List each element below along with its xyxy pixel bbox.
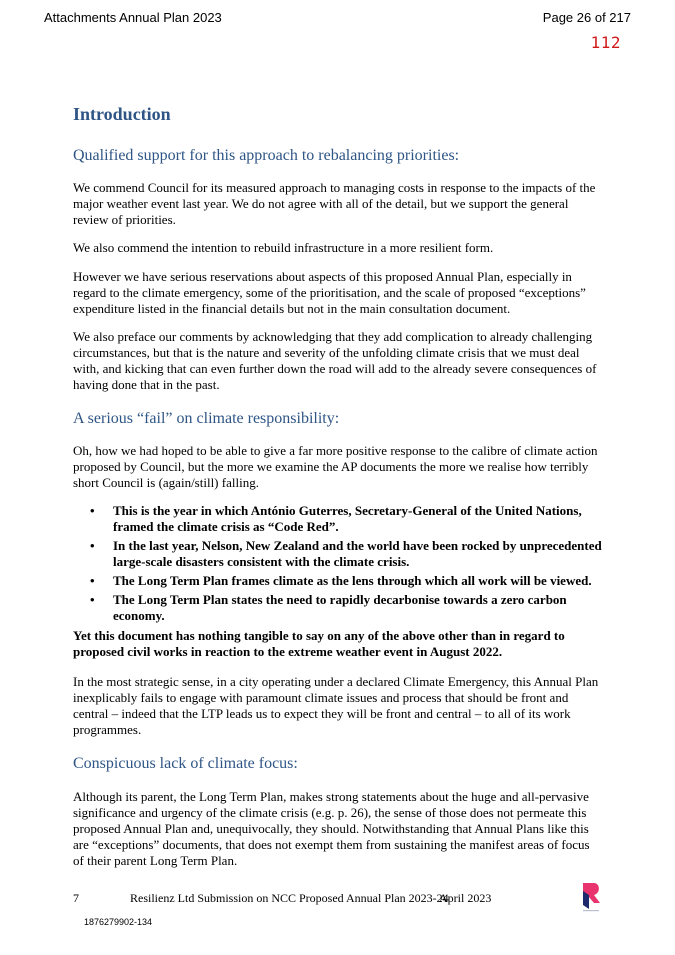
bullet-icon: •: [90, 538, 95, 553]
bullet-icon: •: [90, 592, 95, 607]
section-heading-climate-fail: A serious “fail” on climate responsibility:: [73, 410, 340, 427]
section-heading-lack-of-focus: Conspicuous lack of climate focus:: [73, 755, 298, 772]
bold-statement: Yet this document has nothing tangible to say on any of the above other than in regard to proposed civil works in reaction to the extreme weather event in August 2022.: [73, 628, 565, 659]
paragraph: We also preface our comments by acknowledging that they add complication to already challenging circumstances, but that is the nature and severity of the unfolding climate crisis that we must deal with, and kicking that can even further down the road will add to the already severe consequences of having done that in the past.: [73, 329, 597, 392]
document-id: 1876279902-134: [84, 917, 153, 927]
paragraph: In the most strategic sense, in a city operating under a declared Climate Emergency, this Annual Plan inexplicably fails to engage with paramount climate issues and process that should be front and central – indeed that the LTP leads us to expect they will be front and central – to all of its work programmes.: [73, 674, 599, 737]
list-item-text: The Long Term Plan states the need to rapidly decarbonise towards a zero carbon economy.: [113, 592, 567, 623]
section-heading-qualified-support: Qualified support for this approach to rebalancing priorities:: [73, 147, 460, 164]
paragraph: We commend Council for its measured approach to managing costs in response to the impacts of the major weather event last year. We do not agree with all of the detail, but we support the general review of priorities.: [73, 180, 596, 227]
list-item-text: The Long Term Plan frames climate as the lens through which all work will be viewed.: [113, 573, 592, 588]
list-item: [73, 503, 603, 535]
list-item: [73, 538, 603, 570]
header-page-indicator: Page 26 of 217: [542, 10, 631, 25]
footer-page-number: 7: [73, 891, 79, 905]
resilienz-logo-icon: [580, 881, 602, 913]
paragraph: Oh, how we had hoped to be able to give a far more positive response to the calibre of climate action proposed by Council, but the more we examine the AP documents the more we realise how terribly short Council is (again/still) falling.: [73, 443, 598, 490]
page-title: Introduction: [73, 104, 171, 124]
header-document-title: Attachments Annual Plan 2023: [44, 10, 222, 25]
paragraph: Although its parent, the Long Term Plan, makes strong statements about the huge and all-pervasive significance and urgency of the climate crisis (e.g. p. 26), the sense of those does not permeate this proposed Annual Plan and, unequivocally, they should. Notwithstanding that Annual Plans like this are “exceptions” documents, that does not exempt them from sustaining the manifest areas of focus of their parent Long Term Plan.: [73, 789, 590, 868]
bullet-icon: •: [90, 503, 95, 518]
paragraph: However we have serious reservations about aspects of this proposed Annual Plan, especially in regard to the climate emergency, some of the prioritisation, and the scale of proposed “exceptions” expenditure listed in the financial details but not in the main consultation document.: [73, 269, 586, 316]
list-item: [73, 573, 603, 589]
paragraph: We also commend the intention to rebuild infrastructure in a more resilient form.: [73, 240, 494, 255]
list-item-text: This is the year in which António Guterres, Secretary-General of the United Nations, framed the climate crisis as “Code Red”.: [113, 503, 582, 534]
list-item: [73, 592, 603, 624]
footer-text: Resilienz Ltd Submission on NCC Proposed Annual Plan 2023-24: [130, 891, 449, 905]
list-item-text: In the last year, Nelson, New Zealand and the world have been rocked by unprecedented large-scale disasters consistent with the climate crisis.: [113, 538, 602, 569]
page-stamp-number: 112: [590, 33, 621, 52]
bullet-list: [73, 503, 603, 627]
bullet-icon: •: [90, 573, 95, 588]
footer-date: April 2023: [439, 891, 492, 905]
